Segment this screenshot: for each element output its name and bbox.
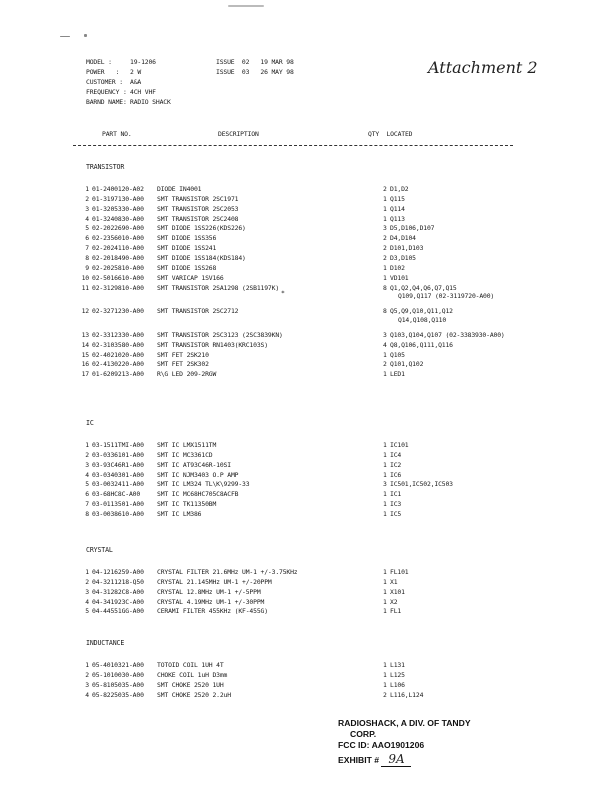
- part-qty: 1: [383, 670, 387, 679]
- part-qty: 3: [383, 330, 387, 339]
- section-title: TRANSISTOR: [86, 163, 125, 171]
- part-location: L125: [390, 670, 405, 679]
- frequency-value: 4CH VHF: [130, 88, 156, 96]
- part-description: SMT IC LMX1511TM: [157, 441, 217, 449]
- part-qty: 1: [383, 490, 387, 499]
- part-description: SMT IC AT93C46R-10SI: [157, 460, 231, 469]
- part-location: IC2: [390, 460, 402, 469]
- part-qty: 1: [383, 441, 387, 449]
- part-row: [77, 490, 517, 498]
- row-number: 15: [81, 350, 89, 359]
- row-number: 4: [85, 470, 89, 479]
- part-location: X101: [390, 587, 405, 596]
- part-qty: 4: [383, 340, 387, 349]
- part-row: [77, 671, 517, 679]
- part-qty: 3: [383, 224, 387, 233]
- part-qty: 1: [383, 273, 387, 282]
- part-location: L106: [390, 680, 405, 689]
- part-row: [77, 215, 517, 223]
- part-description: SMT IC LM386: [157, 509, 202, 518]
- part-location: FL101: [390, 568, 409, 576]
- customer-label: CUSTOMER :: [86, 78, 127, 86]
- part-number: 03-0032411-A00: [92, 480, 144, 489]
- part-location: IC6: [390, 470, 402, 479]
- section-title: CRYSTAL: [86, 546, 113, 554]
- part-location: D102: [390, 263, 405, 272]
- part-number: 01-3240830-A00: [92, 214, 144, 223]
- row-number: 2: [85, 450, 89, 459]
- part-number: 02-5016610-A00: [92, 273, 144, 282]
- part-qty: 1: [383, 450, 387, 459]
- part-number: 05-4010321-A00: [92, 661, 144, 669]
- model-value: 19-1206: [130, 58, 156, 66]
- row-number: 1: [85, 185, 89, 193]
- part-row: [77, 351, 517, 359]
- part-row-continuation: [77, 292, 517, 300]
- power-label: POWER :: [86, 68, 123, 76]
- row-number: 5: [85, 480, 89, 489]
- part-description: SMT FET 2SK302: [157, 360, 209, 369]
- attachment-handwriting: Attachment 2: [428, 58, 538, 77]
- part-location: Q8,Q106,Q111,Q116: [390, 340, 453, 349]
- part-location: Q115: [390, 194, 405, 203]
- part-row: [77, 360, 517, 368]
- part-location: Q5,Q9,Q10,Q11,Q12: [390, 307, 453, 316]
- part-location: VD101: [390, 273, 409, 282]
- part-qty: 1: [383, 350, 387, 359]
- row-number: 4: [85, 597, 89, 606]
- part-location: IC4: [390, 450, 402, 459]
- part-description: CRYSTAL 4.19MHz UM-1 +/-30PPM: [157, 597, 265, 606]
- part-number: 04-31282C8-A00: [92, 587, 144, 596]
- part-row: [77, 441, 517, 449]
- row-number: 3: [85, 204, 89, 213]
- part-row-continuation: [77, 316, 517, 324]
- part-description: SMT DIODE 1SS268: [157, 263, 217, 272]
- part-number: 05-8105035-A00: [92, 680, 144, 689]
- part-qty: 1: [383, 597, 387, 606]
- part-number: 03-0038610-A00: [92, 509, 144, 518]
- part-number: 02-3103580-A00: [92, 340, 144, 349]
- part-description: SMT IC LM324 TL\K\9299-33: [157, 480, 250, 489]
- part-number: 05-1010030-A00: [92, 670, 144, 679]
- footer-exhibit: [338, 752, 411, 767]
- part-qty: 1: [383, 204, 387, 213]
- part-qty: 1: [383, 460, 387, 469]
- part-qty: 1: [383, 194, 387, 203]
- part-number: 03-68HC8C-A00: [92, 490, 141, 499]
- part-location: Q103,Q104,Q107 (02-3383930-A00): [390, 330, 505, 339]
- part-row: [77, 607, 517, 615]
- part-qty: 1: [383, 370, 387, 379]
- part-number: 02-3129810-A00: [92, 283, 144, 292]
- part-qty: 2: [383, 234, 387, 243]
- part-number: 03-1511TMI-A00: [92, 441, 144, 449]
- row-number: 8: [85, 509, 89, 518]
- row-number: 1: [85, 568, 89, 576]
- part-description: SMT CHOKE 2520 1UH: [157, 680, 224, 689]
- part-row: [77, 185, 517, 193]
- part-row: [77, 307, 517, 315]
- part-row: [77, 598, 517, 606]
- part-row: [77, 681, 517, 689]
- footer-company: RADIOSHACK, A DIV. OF TANDY: [338, 718, 471, 728]
- part-number: 02-2022690-A00: [92, 224, 144, 233]
- brand-label: BARND NAME:: [86, 98, 131, 106]
- footer-corp: CORP.: [350, 729, 377, 739]
- part-number: 02-2025810-A00: [92, 263, 144, 272]
- part-qty: 2: [383, 185, 387, 193]
- part-qty: 1: [383, 587, 387, 596]
- part-qty: 1: [383, 214, 387, 223]
- part-location: Q113: [390, 214, 405, 223]
- part-location: LED1: [390, 370, 405, 379]
- row-number: 14: [81, 340, 89, 349]
- part-description: SMT IC MC3361CD: [157, 450, 213, 459]
- part-number: 02-2024110-A00: [92, 244, 144, 253]
- row-number: 1: [85, 441, 89, 449]
- part-qty: 3: [383, 480, 387, 489]
- part-number: 01-2400120-A02: [92, 185, 144, 193]
- part-location: D4,D104: [390, 234, 416, 243]
- part-qty: 1: [383, 577, 387, 586]
- part-location: X2: [390, 597, 398, 606]
- row-number: 3: [85, 587, 89, 596]
- row-number: 17: [81, 370, 89, 379]
- part-description: SMT DIODE 1SS184(KDS184): [157, 253, 246, 262]
- part-number: 04-1216259-A00: [92, 568, 144, 576]
- part-number: 02-2018490-A00: [92, 253, 144, 262]
- part-description: SMT TRANSISTOR 2SC2712: [157, 307, 239, 316]
- part-row: [77, 578, 517, 586]
- part-description: SMT DIODE 1SS241: [157, 244, 217, 253]
- part-location: IC1: [390, 490, 402, 499]
- part-description: SMT TRANSISTOR 2SC1971: [157, 194, 239, 203]
- handwritten-mark: *: [281, 288, 285, 297]
- part-qty: 2: [383, 253, 387, 262]
- row-number: 2: [85, 194, 89, 203]
- part-location: D1,D2: [390, 185, 409, 193]
- part-description: SMT TRANSISTOR 2SC2408: [157, 214, 239, 223]
- row-number: 2: [85, 577, 89, 586]
- row-number: 10: [81, 273, 89, 282]
- part-row: [77, 195, 517, 203]
- part-row: [77, 244, 517, 252]
- model-label: MODEL :: [86, 58, 116, 66]
- part-location-continued: Q14,Q108,Q110: [398, 316, 447, 325]
- frequency-label: FREQUENCY :: [86, 88, 131, 96]
- part-row: [77, 264, 517, 272]
- row-number: 13: [81, 330, 89, 339]
- part-row: [77, 451, 517, 459]
- row-number: 16: [81, 360, 89, 369]
- power-value: 2 W: [130, 68, 142, 76]
- part-description: SMT IC TK11350BM: [157, 500, 217, 509]
- part-location: FL1: [390, 607, 402, 616]
- part-location: IC501,IC502,IC503: [390, 480, 453, 489]
- col-description: DESCRIPTION: [218, 130, 259, 138]
- part-number: 01-3205330-A00: [92, 204, 144, 213]
- part-description: SMT DIODE 1SS226(KDS226): [157, 224, 246, 233]
- col-part-no: PART NO.: [102, 130, 132, 138]
- part-qty: 1: [383, 568, 387, 576]
- part-description: SMT CHOKE 2520 2.2uH: [157, 690, 231, 699]
- row-number: 7: [85, 500, 89, 509]
- part-number: 02-4130220-A00: [92, 360, 144, 369]
- brand-value: RADIO SHACK: [130, 98, 171, 106]
- part-description: CERAMI FILTER 455KHz (KF-455G): [157, 607, 268, 616]
- part-row: [77, 370, 517, 378]
- part-location: X1: [390, 577, 398, 586]
- part-location: L131: [390, 661, 405, 669]
- part-number: 03-0113501-A00: [92, 500, 144, 509]
- part-row: [77, 588, 517, 596]
- col-qty-located: QTY LOCATED: [368, 130, 413, 138]
- part-row: [77, 510, 517, 518]
- part-row: [77, 205, 517, 213]
- part-row: [77, 254, 517, 262]
- part-row: [77, 661, 517, 669]
- part-row: [77, 480, 517, 488]
- part-number: 02-4021020-A00: [92, 350, 144, 359]
- row-number: 11: [81, 283, 89, 292]
- part-number: 03-93C46R1-A00: [92, 460, 144, 469]
- part-description: CRYSTAL FILTER 21.6MHz UM-1 +/-3.75KHz: [157, 568, 298, 576]
- part-description: R\G LED 209-2RGW: [157, 370, 217, 379]
- part-location: Q105: [390, 350, 405, 359]
- row-number: 5: [85, 607, 89, 616]
- part-location: D5,D106,D107: [390, 224, 435, 233]
- part-number: 04-3211218-Q50: [92, 577, 144, 586]
- part-description: SMT IC MC68HC705C8ACFB: [157, 490, 239, 499]
- part-description: SMT IC NJM3403 O.P AMP: [157, 470, 239, 479]
- part-description: CRYSTAL 21.145MHz UM-1 +/-20PPM: [157, 577, 272, 586]
- part-row: [77, 568, 517, 576]
- part-description: SMT TRANSISTOR 2SA1298 (2SB1197K): [157, 283, 280, 292]
- part-qty: 1: [383, 263, 387, 272]
- row-number: 5: [85, 224, 89, 233]
- part-description: DIODE IN4001: [157, 185, 202, 193]
- section-title: INDUCTANCE: [86, 639, 125, 647]
- issue-line-2: ISSUE 03 26 MAY 98: [216, 68, 294, 76]
- part-description: SMT DIODE 1SS356: [157, 234, 217, 243]
- part-qty: 1: [383, 661, 387, 669]
- part-qty: 8: [383, 283, 387, 292]
- part-qty: 2: [383, 360, 387, 369]
- part-number: 03-0336101-A00: [92, 450, 144, 459]
- row-number: 12: [81, 307, 89, 316]
- part-number: 02-3271230-A00: [92, 307, 144, 316]
- row-number: 6: [85, 234, 89, 243]
- part-description: SMT FET 2SK210: [157, 350, 209, 359]
- part-location: IC3: [390, 500, 402, 509]
- exhibit-value: 9A: [381, 752, 411, 767]
- part-description: TOTOID COIL 1UH 4T: [157, 661, 224, 669]
- part-location: IC101: [390, 441, 409, 449]
- part-row: [77, 500, 517, 508]
- part-row: [77, 341, 517, 349]
- part-qty: 1: [383, 470, 387, 479]
- part-location: Q114: [390, 204, 405, 213]
- part-row: [77, 461, 517, 469]
- part-number: 01-3197130-A00: [92, 194, 144, 203]
- part-description: SMT VARICAP 1SV166: [157, 273, 224, 282]
- part-qty: 1: [383, 509, 387, 518]
- part-qty: 1: [383, 500, 387, 509]
- part-description: CHOKE COIL 1uH D3mm: [157, 670, 228, 679]
- section-title: IC: [86, 419, 94, 427]
- part-location: L116,L124: [390, 690, 424, 699]
- row-number: 8: [85, 253, 89, 262]
- part-number: 01-6209213-A00: [92, 370, 144, 379]
- part-qty: 2: [383, 244, 387, 253]
- part-row: [77, 234, 517, 242]
- part-description: SMT TRANSISTOR RN1403(KRC103S): [157, 340, 268, 349]
- part-description: SMT TRANSISTOR 2SC3123 (2SC3839KN): [157, 330, 283, 339]
- row-number: 4: [85, 690, 89, 699]
- part-number: 05-8225035-A00: [92, 690, 144, 699]
- row-number: 2: [85, 670, 89, 679]
- part-qty: 1: [383, 680, 387, 689]
- part-location: IC5: [390, 509, 402, 518]
- part-number: 04-44551GG-A00: [92, 607, 144, 616]
- part-location: Q1,Q2,Q4,Q6,Q7,Q15: [390, 283, 457, 292]
- part-number: 02-2356010-A00: [92, 234, 144, 243]
- issue-line-1: ISSUE 02 19 MAR 98: [216, 58, 294, 66]
- part-number: 02-3312330-A00: [92, 330, 144, 339]
- part-description: CRYSTAL 12.8MHz UM-1 +/-5PPM: [157, 587, 261, 596]
- part-location: Q101,Q102: [390, 360, 424, 369]
- row-number: 7: [85, 244, 89, 253]
- part-location-continued: Q109,Q117 (02-3119720-A00): [398, 292, 495, 301]
- row-number: 3: [85, 680, 89, 689]
- part-row: [77, 331, 517, 339]
- part-location: D101,D103: [390, 244, 424, 253]
- row-number: 6: [85, 490, 89, 499]
- footer-fcc-id: FCC ID: AAO1901206: [338, 740, 425, 750]
- part-number: 03-0340301-A00: [92, 470, 144, 479]
- exhibit-label: EXHIBIT #: [338, 755, 382, 765]
- part-row: [77, 224, 517, 232]
- part-row: [77, 274, 517, 282]
- row-number: 3: [85, 460, 89, 469]
- row-number: 4: [85, 214, 89, 223]
- part-qty: 1: [383, 607, 387, 616]
- row-number: 1: [85, 661, 89, 669]
- part-description: SMT TRANSISTOR 2SC2053: [157, 204, 239, 213]
- part-number: 04-341923C-A00: [92, 597, 144, 606]
- part-qty: 2: [383, 690, 387, 699]
- part-row: [77, 471, 517, 479]
- part-row: [77, 691, 517, 699]
- part-location: D3,D105: [390, 253, 416, 262]
- row-number: 9: [85, 263, 89, 272]
- customer-value: A&A: [130, 78, 142, 86]
- part-qty: 8: [383, 307, 387, 316]
